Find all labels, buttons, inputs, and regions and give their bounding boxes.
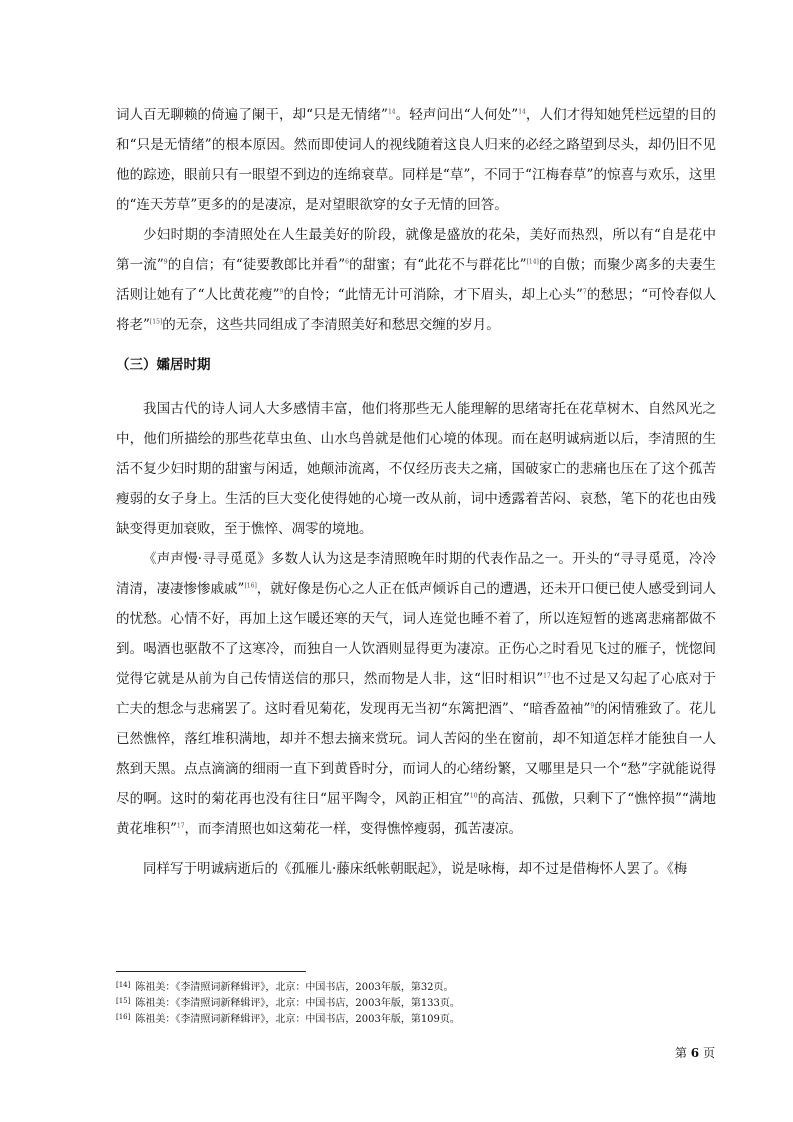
paragraph-5: 同样写于明诚病逝后的《孤雁儿·藤床纸帐朝眠起》，说是咏梅，却不过是借梅怀人罢了。《梅 xyxy=(143,861,688,877)
citation-marker: 6 xyxy=(345,258,349,266)
footnote-text: 陈祖美：《李清照词新释辑评》，北京：中国书店，2003年版，第32页。 xyxy=(135,982,454,993)
paragraph-4 xyxy=(116,544,716,844)
paragraph-3: 我国古代的诗人词人大多感情丰富，他们将那些无人能理解的思绪寄托在花草树木、自然风光之中，他们所描绘的那些花草虫鱼、山水鸟兽就是他们心境的体现。而在赵明诚病逝以后，李清照的生活不复少妇时期的甜蜜与闲适，她颠沛流离，不仅经历丧夫之痛，国破家亡的悲痛也压在了这个孤苦瘦弱的女子身上。生活的巨大变化使得她的心境一改从前，词中透露着苦闷、哀愁，笔下的花也由残缺变得更加衰败，至于憔悴、凋零的境地。 xyxy=(116,401,716,537)
text-run: ，人们才得知她凭栏远望的目的和“只是无情绪”的根本原因。然而即使词人的视线随着这良人归来的必经之路望到尽头，却仍旧不见他的踪迹，眼前只有一眼望不到边的连绵衰草。同样是“草”，不同于“江梅春草”的惊喜与欢乐，这里的“连天芳草”更多的的是凄凉，是对望眼欲穿的女子无情的回答。 xyxy=(116,107,716,213)
citation-marker: 17 xyxy=(176,822,185,830)
citation-marker: 7 xyxy=(582,288,587,296)
footnote-text: 陈祖美：《李清照词新释辑评》，北京：中国书店，2003年版，第133页。 xyxy=(135,998,460,1009)
page-number-suffix: 页 xyxy=(702,1046,715,1060)
text-run: 的自信；有“徒要教郎比并看” xyxy=(167,257,346,273)
paragraph-1 xyxy=(116,100,716,220)
footnote-text: 陈祖美：《李清照词新释辑评》，北京：中国书店，2003年版，第109页。 xyxy=(135,1014,460,1025)
citation-marker: 9 xyxy=(279,288,284,296)
citation-marker: 17 xyxy=(543,672,551,680)
citation-marker: 14 xyxy=(387,108,396,116)
citation-marker: [15] xyxy=(149,318,163,326)
text-run: 的愁思；“可怜春似人将老” xyxy=(116,287,716,333)
text-run: 少妇时期的李清照处在人生最美好的阶段，就像是盛放的花朵，美好而热烈，所以有“自是花中第一流” xyxy=(116,227,716,273)
page-number-value: 6 xyxy=(690,1046,700,1060)
citation-marker: 10 xyxy=(469,792,478,800)
paragraph-2 xyxy=(116,220,716,340)
text-run: 的自傲；而聚少离多的夫妻生活则让她有了“人比黄花瘦” xyxy=(116,257,717,303)
text-run: 的高洁、孤傲，只剩下了“憔悴损”“满地黄花堆积” xyxy=(116,791,716,837)
footnote-mark: [14] xyxy=(116,981,131,989)
text-run: 的无奈，这些共同组成了李清照美好和愁思交缠的岁月。 xyxy=(162,317,500,333)
page-number-prefix: 第 xyxy=(674,1046,687,1060)
section-heading: （三）孀居时期 xyxy=(116,357,211,373)
text-run: ，而李清照也如这菊花一样，变得憔悴瘦弱，孤苦凄凉。 xyxy=(184,821,523,837)
text-run: 词人百无聊赖的倚遍了阑干，却“只是无情绪” xyxy=(116,107,388,123)
text-run: 也不过是又勾起了心底对于亡夫的想念与悲痛罢了。这时看见菊花，发现再无当初“东篱把酒”、“暗香盈袖” xyxy=(116,671,717,717)
footnote-mark: [15] xyxy=(116,997,131,1005)
footnote-separator xyxy=(116,971,306,972)
citation-marker: 14 xyxy=(518,108,526,116)
citation-marker: [16] xyxy=(244,582,257,590)
text-run: 。轻声问出“人何处” xyxy=(395,107,519,123)
citation-marker: [14] xyxy=(526,258,539,266)
footnotes xyxy=(116,980,716,1028)
citation-marker: 9 xyxy=(590,702,595,710)
page-number xyxy=(675,1044,715,1061)
body-text xyxy=(116,100,716,884)
citation-marker: 9 xyxy=(163,258,168,266)
footnote-item xyxy=(116,980,716,996)
footnote-item xyxy=(116,996,716,1012)
text-run: 的闲情雅致了。花儿已然憔悴，落红堆积满地，却并不想去摘来赏玩。词人苦闷的坐在窗前，却不知道怎样才能独自一人熬到天黑。点点滴滴的细雨一直下到黄昏时分，而词人的心绪纷繁，又哪里是只一个“愁”字就能说得尽的啊。这时的菊花再也没有往日“屈平陶令，风韵正相宜” xyxy=(116,701,717,807)
text-run: 的自怜；“此情无计可消除，才下眉头，却上心头” xyxy=(283,287,583,303)
text-run: 《声声慢·寻寻觅觅》多数人认为这是李清照晚年时期的代表作品之一。开头的“寻寻觅觅，冷冷清清，凄凄惨惨戚戚” xyxy=(116,551,716,597)
footnote-mark: [16] xyxy=(116,1013,131,1021)
text-run: ，就好像是伤心之人正在低声倾诉自己的遭遇，还未开口便已使人感受到词人的忧愁。心情不好，再加上这乍暖还寒的天气，词人连觉也睡不着了，所以连短暂的逃离悲痛都做不到。喝酒也驱散不了这寒冷，而独自一人饮酒则显得更为凄凉。正伤心之时看见飞过的雁子，恍惚间觉得它就是从前为自己传情送信的那只，然而物是人非，这“旧时相识” xyxy=(116,581,717,687)
text-run: 的甜蜜；有“此花不与群花比” xyxy=(349,257,527,273)
footnote-item xyxy=(116,1012,716,1028)
